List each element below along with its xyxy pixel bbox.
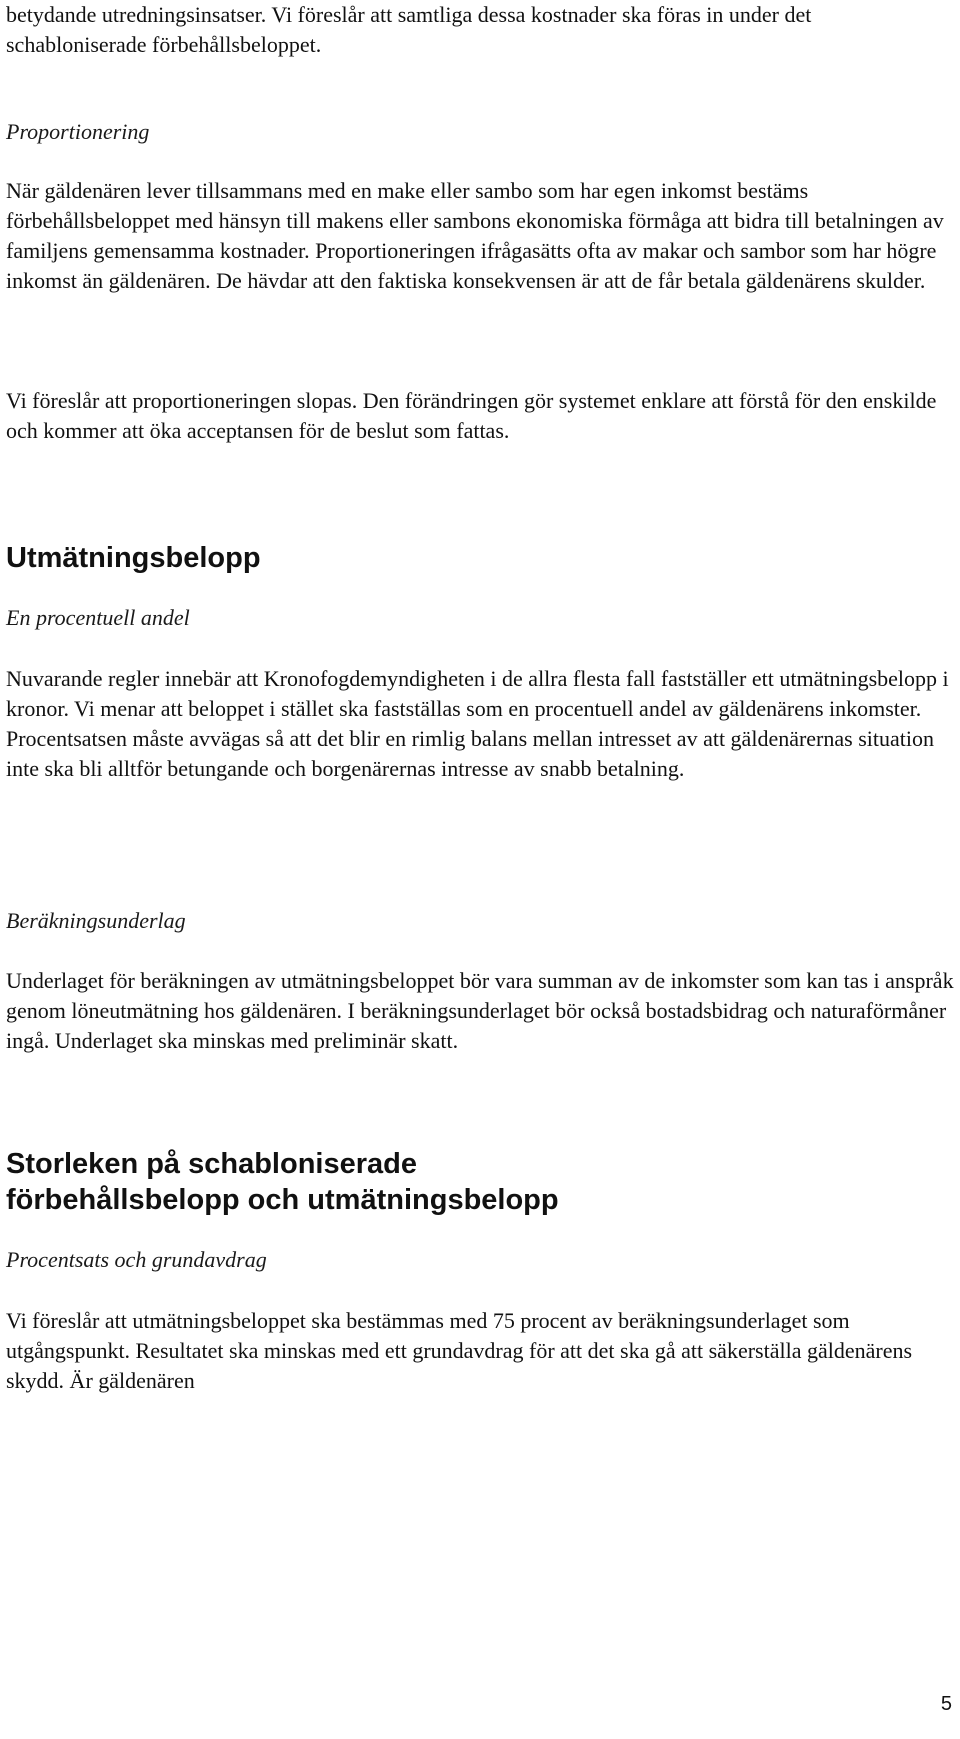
proportionering-paragraph-2: Vi föreslår att proportioneringen slopas. Den förändringen gör systemet enklare att förstå för den enskilde och kommer att öka acceptansen för de beslut som fattas. — [6, 388, 937, 443]
procentsats-paragraph: Vi föreslår att utmätningsbeloppet ska bestämmas med 75 procent av beräkningsunderlaget som utgångspunkt. Resultatet ska minskas med ett grundavdrag för att det ska gå att säkerställa gäldenärens skydd. Är gäldenären — [6, 1308, 913, 1393]
storleken-heading-line-1: Storleken på schabloniserade — [6, 1148, 417, 1180]
procentuell-andel-paragraph: Nuvarande regler innebär att Kronofogdemyndigheten i de allra flesta fall fastställer ett utmätningsbelopp i kronor. Vi menar att beloppet i stället ska fastställas som en procentuell andel av gäldenärens inkomster. Procentsatsen måste avvägas så att det blir en rimlig balans mellan intresset av att gäldenärernas situation inte ska bli alltför betungande och borgenärernas intresse av snabb betalning. — [6, 666, 949, 781]
berakningsunderlag-paragraph: Underlaget för beräkningen av utmätningsbeloppet bör vara summan av de inkomster som kan tas i anspråk genom löneutmätning hos gäldenären. I beräkningsunderlaget bör också bostadsbidrag och naturaförmåner ingå. Underlaget ska minskas med preliminär skatt. — [6, 968, 954, 1053]
procentuell-andel-heading: En procentuell andel — [6, 605, 190, 630]
proportionering-heading: Proportionering — [6, 119, 150, 144]
utmatningsbelopp-heading: Utmätningsbelopp — [6, 542, 261, 574]
storleken-heading — [6, 1146, 559, 1218]
proportionering-paragraph-1: När gäldenären lever tillsammans med en make eller sambo som har egen inkomst bestäms förbehållsbeloppet med hänsyn till makens eller sambons ekonomiska förmåga att bidra till betalningen av familjens gemensamma kostnader. Proportioneringen ifrågasätts ofta av makar och sambor som har högre inkomst än gäldenären. De hävdar att den faktiska konsekvensen är att de får betala gäldenärens skulder. — [6, 178, 944, 293]
page-number: 5 — [940, 1693, 952, 1715]
procentsats-heading: Procentsats och grundavdrag — [6, 1247, 267, 1272]
berakningsunderlag-heading: Beräkningsunderlag — [6, 908, 186, 933]
storleken-heading-line-2: förbehållsbelopp och utmätningsbelopp — [6, 1184, 559, 1216]
intro-paragraph: betydande utredningsinsatser. Vi föreslår att samtliga dessa kostnader ska föras in under det schabloniserade förbehållsbeloppet. — [6, 2, 812, 57]
